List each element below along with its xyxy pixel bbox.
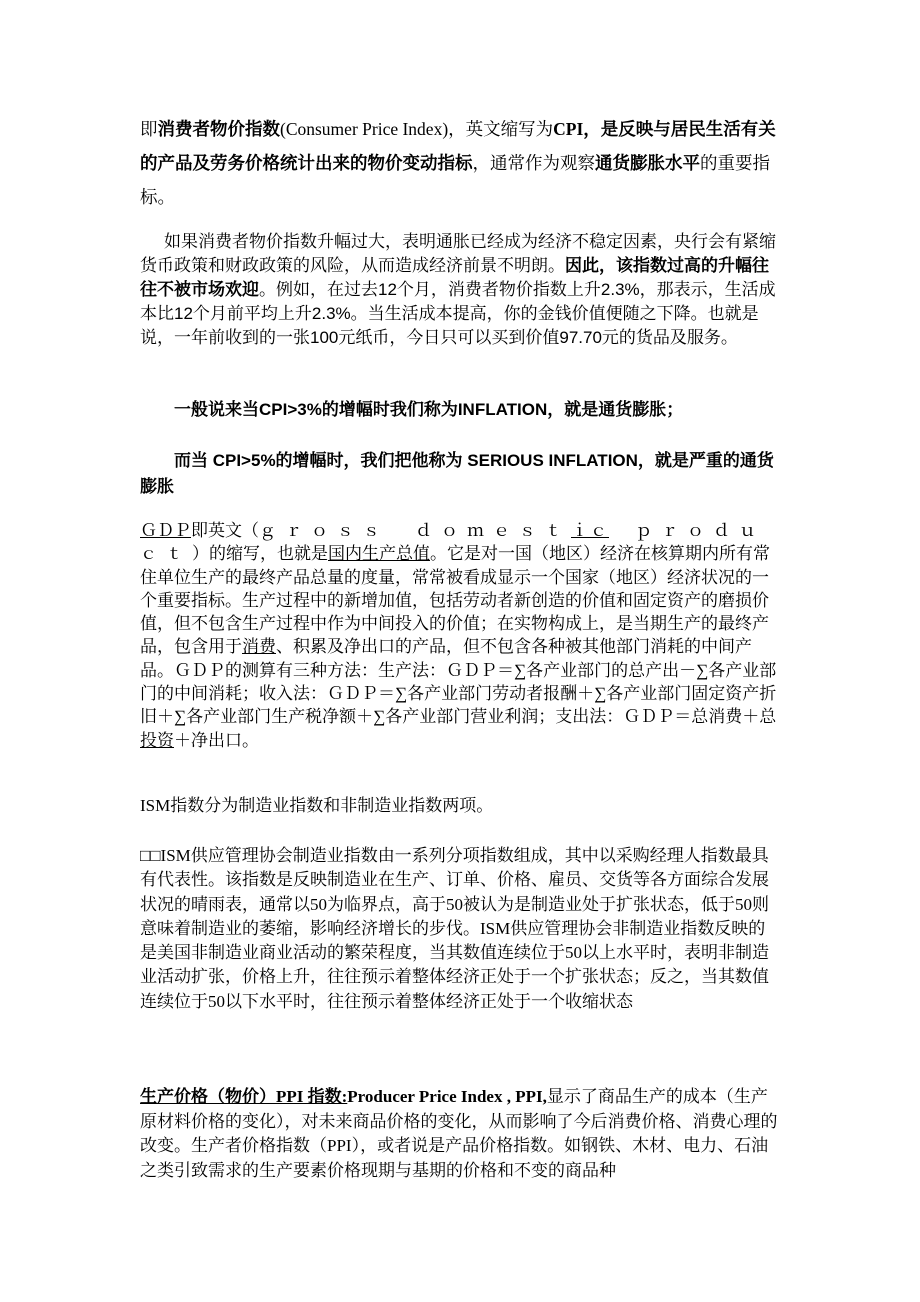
cpi-abbreviation: CPI [553, 119, 584, 139]
gdp-english-term: ｇｒｏｓｓ ｄｏｍｅｓｔ [259, 521, 571, 540]
gdp-paragraph [140, 519, 782, 752]
gdp-link-consumption: 消费 [242, 637, 276, 657]
ism-intro-paragraph: ISM指数分为制造业指数和非制造业指数两项。 [140, 796, 494, 815]
gdp-abbreviation: ＧＤＰ [140, 521, 191, 540]
cpi-definition-paragraph [140, 112, 782, 214]
gdp-text: ）的缩写，也就是 [192, 544, 328, 564]
rise-text: 如果消费者物价指数升幅过大，表明通胀已经成为经济不稳定因素，央行会有紧缩货币政策和财政政策的风险，从而造成经济前景不明朗。 [140, 232, 776, 275]
cpi-text: ， [583, 119, 601, 139]
cpi-text: ，英文缩写为 [448, 119, 554, 139]
ppi-text: 显示了商品生产的成本（生产原材料价格的变化），对未来商品价格的变化，从而影响了今后消费价格、消费心理的改变。生产者价格指数（PPI），或者说是产品价格指数。如钢铁、木材、电力、石油之类引致需求的生产要素价格现期与基期的价格和不变的商品种 [140, 1087, 778, 1180]
cpi-text: 即 [140, 119, 158, 139]
gdp-english-term-underlined: ｉｃ [571, 521, 609, 540]
cpi-rise-paragraph [140, 230, 782, 350]
gdp-text: 即英文（ [191, 521, 259, 540]
gdp-text: 。它是对一国（地区）经济在核算期内所有常住单位生产的最终产品总量的度量，常常被看成显示一个国家（地区）经济状况的一个重要指标。生产过程中的新增加值，包括劳动者新创造的价值和固定资产的磨损价值，但不包含生产过程中作为中间投入的价值；在实物构成上，是当期生产的最终产品，包含用于 [140, 544, 770, 657]
cpi-text: 的重要指标。 [140, 153, 770, 207]
cpi-text: (Consumer Price Index) [280, 119, 449, 139]
cpi-text: ，通常作为观察 [472, 153, 595, 173]
gdp-text: 、积累及净出口的产品，但不包含各种被其他部门消耗的中间产品。ＧＤＰ的测算有三种方法：生产法：ＧＤＰ＝∑各产业部门的总产出－∑各产业部门的中间消耗；收入法：ＧＤＰ＝∑各产业部门劳动者报酬＋∑各产业部门固定资产折旧＋∑各产业部门生产税净额＋∑各产业部门营业利润；支出法：ＧＤＰ＝总消费＋总 [140, 637, 777, 727]
gdp-link-investment: 投资 [140, 730, 174, 750]
rise-highlight: 因此，该指数过高的升幅往往不被市场欢迎 [140, 256, 769, 299]
gdp-text: ＋净出口。 [174, 730, 259, 750]
serious-inflation-line: 而当 CPI>5%的增幅时，我们把他称为 SERIOUS INFLATION，就是严重的通货膨胀 [140, 451, 774, 496]
inflation-line: 一般说来当CPI>3%的增幅时我们称为INFLATION，就是通货膨胀； [174, 400, 684, 419]
ism-indent: □□ [140, 846, 161, 865]
cpi-highlight: 是反映与居民生活有关的产品及劳务价格统计出来的物价变动指标 [140, 119, 776, 173]
ppi-paragraph [140, 1085, 782, 1183]
gdp-link-term: 国内生产总值 [328, 544, 430, 564]
rise-text: 。例如，在过去12个月，消费者物价指数上升2.3%，那表示，生活成本比12个月前平均上升2.3%。当生活成本提高，你的金钱价值便随之下降。也就是说，一年前收到的一张100元纸币，今日只可以买到价值97.70元的货品及服务。 [140, 280, 776, 347]
ism-detail-text: ISM供应管理协会制造业指数由一系列分项指数组成，其中以采购经理人指数最具有代表性。该指数是反映制造业在生产、订单、价格、雇员、交货等各方面综合发展状况的晴雨表，通常以50为临界点，高于50被认为是制造业处于扩张状态，低于50则意味着制造业的萎缩，影响经济增长的步伐。ISM供应管理协会非制造业指数反映的是美国非制造业商业活动的繁荣程度，当其数值连续位于50以上水平时，表明非制造业活动扩张，价格上升，往往预示着整体经济正处于一个扩张状态；反之，当其数值连续位于50以下水平时，往往预示着整体经济正处于一个收缩状态 [140, 846, 769, 1011]
cpi-term: 消费者物价指数 [157, 119, 280, 139]
cpi-highlight: 通货膨胀水平 [595, 153, 700, 173]
gdp-english-term: ｐｒｏｄｕｃｔ [140, 521, 765, 564]
ppi-english-term: Producer Price Index , PPI, [347, 1087, 547, 1106]
ism-detail-paragraph [140, 844, 782, 1014]
ppi-heading: 生产价格（物价）PPI 指数: [140, 1087, 348, 1106]
